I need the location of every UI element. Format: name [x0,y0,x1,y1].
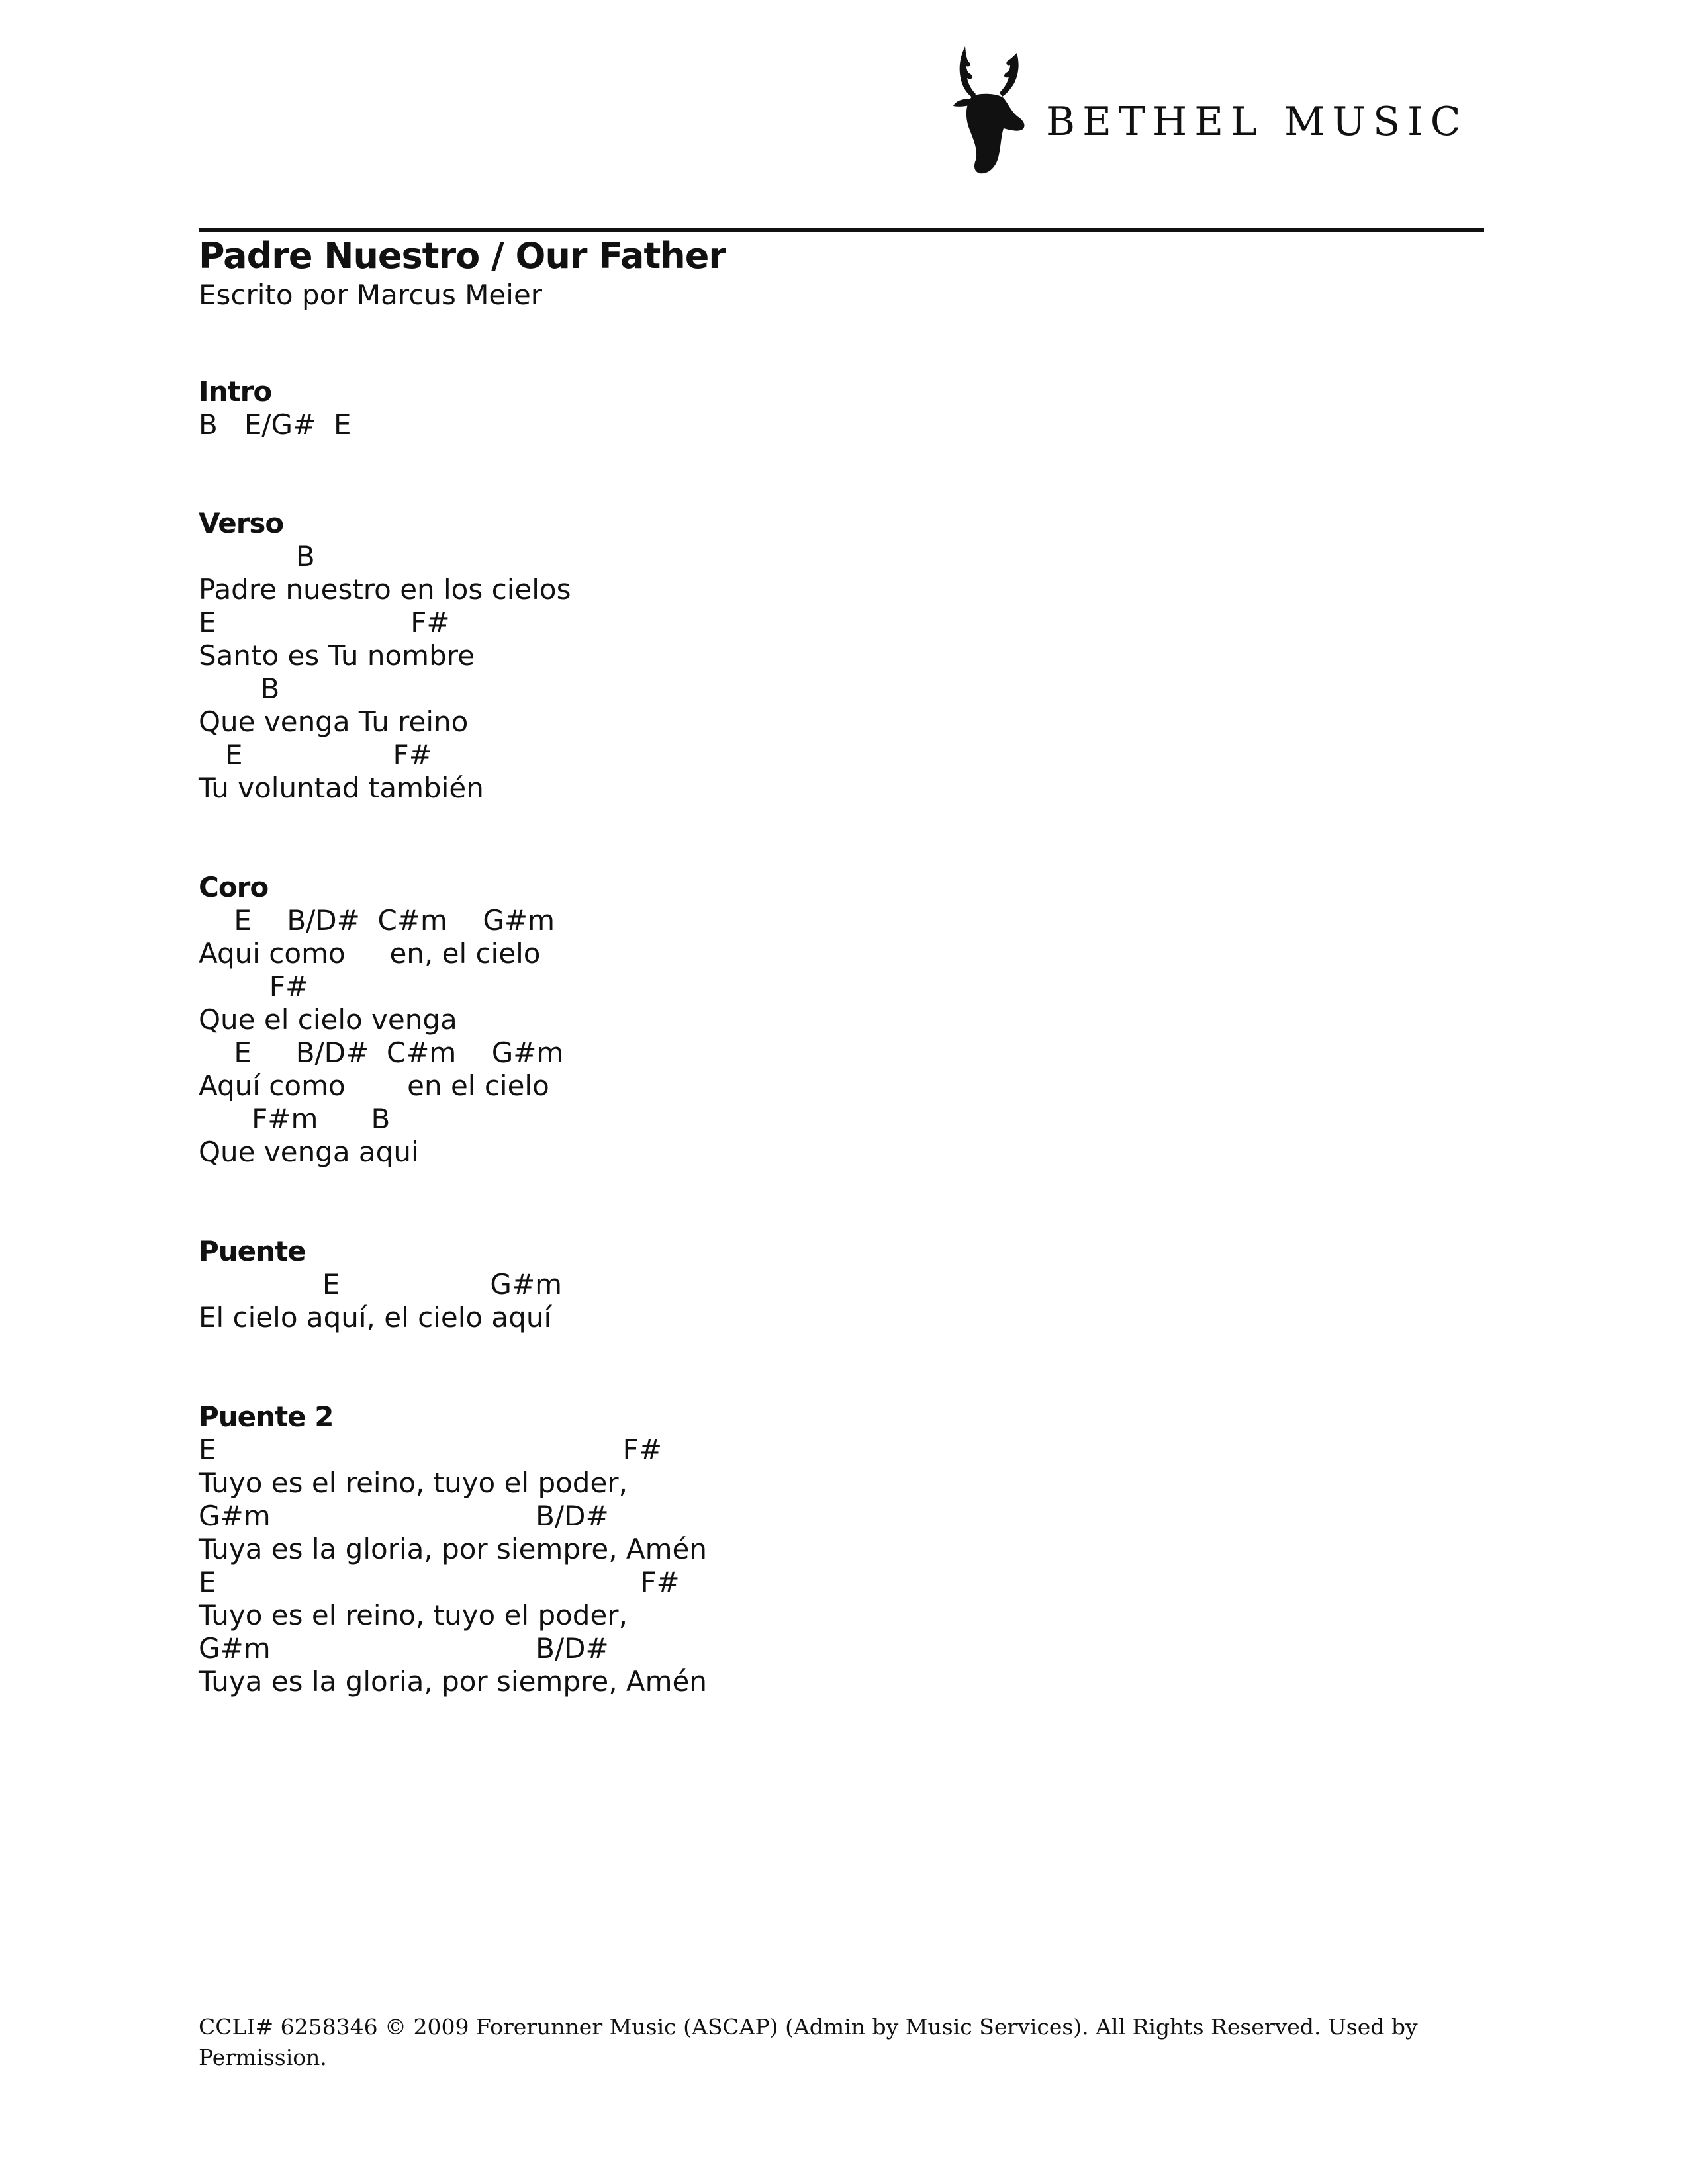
section-title-puente: Puente [199,1235,306,1267]
deer-head-icon [945,44,1031,176]
chord-line: F#m B [199,1103,391,1135]
lyric-line: Santo es Tu nombre [199,639,475,672]
lyric-line: El cielo aquí, el cielo aquí [199,1301,552,1334]
chord-line: E F# [199,1433,663,1466]
lyric-line: Aquí como en el cielo [199,1069,549,1102]
song-title: Padre Nuestro / Our Father [199,235,726,277]
song-writer: Escrito por Marcus Meier [199,279,543,311]
chord-line: E G#m [199,1268,563,1300]
chord-line: E B/D# C#m G#m [199,1036,564,1069]
lyric-line: Tuya es la gloria, por siempre, Amén [199,1533,707,1565]
lyric-line: Aqui como en, el cielo [199,937,541,970]
lyric-line: Tuyo es el reino, tuyo el poder, [199,1599,628,1631]
chord-line: B [199,540,315,572]
chord-line: G#m B/D# [199,1632,609,1664]
section-title-coro: Coro [199,871,269,903]
bethel-music-logo [945,44,1475,176]
lyric-line: Tuya es la gloria, por siempre, Amén [199,1665,707,1698]
chord-line: E F# [199,739,432,771]
section-title-verso: Verso [199,507,284,539]
chord-line: F# [199,970,309,1003]
chord-line: E F# [199,606,450,639]
chord-line: E F# [199,1566,680,1598]
lyric-line: Que el cielo venga [199,1003,457,1036]
chord-line: B [199,672,280,705]
chord-line: G#m B/D# [199,1500,609,1532]
lyric-line: Tu voluntad también [199,772,484,804]
lyric-line: Padre nuestro en los cielos [199,573,571,606]
title-rule [199,228,1484,232]
lyric-line: Tuyo es el reino, tuyo el poder, [199,1467,628,1499]
copyright-notice: CCLI# 6258346 © 2009 Forerunner Music (ASCAP) (Admin by Music Services). All Rights Reserved. Used by Permission. [199,2014,1418,2070]
lyric-line: Que venga Tu reino [199,705,469,738]
chord-line: E B/D# C#m G#m [199,904,555,936]
section-title-puente-2: Puente 2 [199,1400,334,1433]
brand-name: BETHEL MUSIC [1046,99,1468,145]
chord-line: B E/G# E [199,408,352,441]
section-title-intro: Intro [199,375,272,408]
lyric-line: Que venga aqui [199,1136,419,1168]
